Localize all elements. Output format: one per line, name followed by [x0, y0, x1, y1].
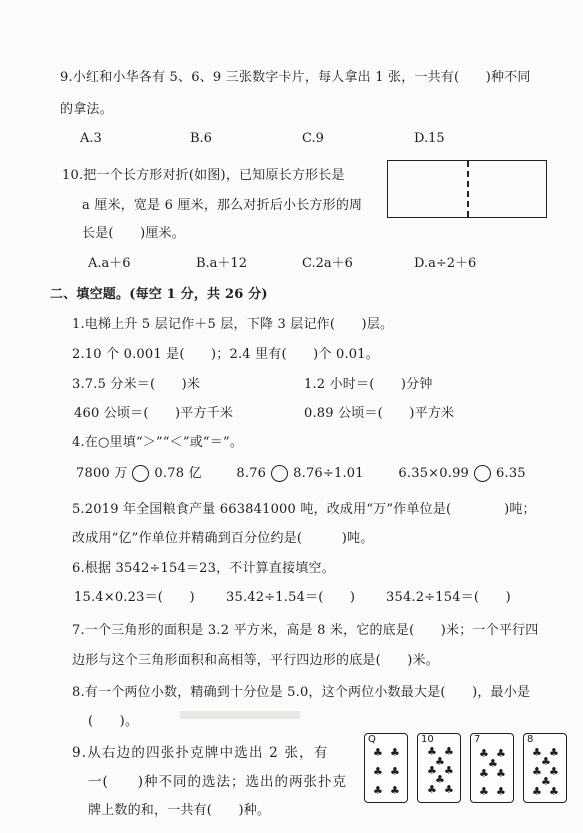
club-icon: ♣ [390, 784, 400, 797]
club-icon: ♣ [488, 757, 498, 770]
card-rank: 8 [527, 734, 534, 745]
fill-3b: 1.2 小时＝( )分钟 [304, 377, 433, 392]
compare-2-left: 8.76 [236, 466, 267, 481]
compare-circle-1[interactable] [132, 465, 149, 482]
card-seven[interactable] [470, 733, 514, 803]
fill-6c: 354.2÷154＝( ) [386, 590, 511, 605]
fill-6: 6.根据 3542÷154＝23，不计算直接填空。 [72, 561, 335, 576]
fill-8-line2: ( )。 [88, 714, 139, 729]
compare-circle-2[interactable] [271, 465, 288, 482]
fill-9-line2: 一( )种不同的选法；选出的两张扑克 [88, 774, 348, 790]
card-eight[interactable] [523, 733, 567, 803]
q10-option-c: C.2a＋6 [302, 256, 353, 271]
card-rank: Q [368, 734, 376, 745]
playing-cards [364, 733, 574, 808]
club-icon: ♣ [496, 785, 506, 798]
card-ten[interactable] [417, 733, 461, 803]
fill-3c: 460 公顷＝( )平方千米 [74, 406, 234, 421]
fill-9-line1: 9.从右边的四张扑克牌中选出 2 张，有 [72, 745, 329, 761]
compare-2-right: 8.76÷1.01 [293, 466, 364, 481]
club-icon: ♣ [435, 773, 445, 786]
club-icon: ♣ [444, 783, 454, 796]
club-icon: ♣ [373, 765, 383, 778]
club-icon: ♣ [549, 746, 559, 759]
compare-row [76, 462, 526, 482]
club-icon: ♣ [479, 767, 489, 780]
compare-3-left: 6.35×0.99 [398, 466, 470, 481]
club-icon: ♣ [541, 775, 551, 788]
q10-line2: a 厘米，宽是 6 厘米，那么对折后小长方形的周 [82, 198, 363, 213]
club-icon: ♣ [496, 767, 506, 780]
club-icon: ♣ [549, 765, 559, 778]
club-icon: ♣ [373, 746, 383, 759]
card-queen[interactable] [364, 733, 408, 803]
card-rank: 10 [421, 734, 434, 745]
fill-3d: 0.89 公顷＝( )平方米 [304, 406, 455, 421]
club-icon: ♣ [444, 745, 454, 758]
card-rank: 7 [474, 734, 481, 745]
section-title: 二、填空题。(每空 1 分，共 26 分) [50, 287, 268, 302]
fill-8-line1: 8.有一个两位小数，精确到十分位是 5.0，这个两位小数最大是( )，最小是 [72, 685, 531, 700]
compare-circle-3[interactable] [474, 465, 491, 482]
q9-option-c: C.9 [302, 131, 324, 146]
club-icon: ♣ [427, 783, 437, 796]
club-icon: ♣ [373, 784, 383, 797]
q10-option-b: B.a＋12 [196, 256, 247, 271]
fill-3a: 3.7.5 分米＝( )米 [72, 377, 201, 392]
club-icon: ♣ [427, 764, 437, 777]
q10-option-d: D.a÷2＋6 [414, 256, 477, 271]
club-icon: ♣ [479, 785, 489, 798]
club-icon: ♣ [549, 785, 559, 798]
q10-option-a: A.a＋6 [88, 256, 131, 271]
q9-option-a: A.3 [80, 131, 102, 146]
fill-7-line1: 7.一个三角形的面积是 3.2 平方米，高是 8 米，它的底是( )米；一个平行四 [72, 623, 539, 638]
fill-2: 2.10 个 0.001 是( )；2.4 里有( )个 0.01。 [72, 347, 379, 362]
fill-5-line2: 改成用“亿”作单位并精确到百分位约是( )吨。 [72, 531, 374, 546]
compare-1-left: 7800 万 [76, 466, 128, 481]
q9-option-d: D.15 [414, 131, 445, 146]
q9-line2: 的拿法。 [60, 102, 113, 117]
club-icon: ♣ [496, 747, 506, 760]
q10-line3: 长是( )厘米。 [82, 226, 185, 241]
q10-line1: 10.把一个长方形对折(如图)，已知原长方形长是 [62, 168, 345, 183]
compare-3-right: 6.35 [496, 466, 526, 481]
fold-line [467, 161, 469, 217]
fill-6a: 15.4×0.23＝( ) [74, 590, 195, 605]
fill-9-line3: 牌上数的和，一共有( )种。 [88, 803, 271, 818]
club-icon: ♣ [541, 755, 551, 768]
fill-4: 4.在○里填“＞”“＜”或“＝”。 [72, 435, 244, 450]
fill-1: 1.电梯上升 5 层记作＋5 层，下降 3 层记作( )层。 [72, 317, 394, 332]
scan-smudge [180, 711, 300, 719]
club-icon: ♣ [532, 785, 542, 798]
q9-option-b: B.6 [190, 131, 212, 146]
club-icon: ♣ [427, 745, 437, 758]
club-icon: ♣ [444, 764, 454, 777]
compare-1-right: 0.78 亿 [154, 466, 202, 481]
fill-6b: 35.42÷1.54＝( ) [226, 590, 356, 605]
club-icon: ♣ [390, 746, 400, 759]
club-icon: ♣ [390, 765, 400, 778]
q9-line1: 9.小红和小华各有 5、6、9 三张数字卡片，每人拿出 1 张，一共有( )种不同 [60, 70, 531, 85]
fill-5-line1: 5.2019 年全国粮食产量 663841000 吨，改成用“万”作单位是( )吨； [72, 502, 536, 517]
folded-rectangle-figure [387, 160, 547, 218]
club-icon: ♣ [532, 746, 542, 759]
club-icon: ♣ [532, 765, 542, 778]
club-icon: ♣ [435, 755, 445, 768]
fill-7-line2: 边形与这个三角形面积和高相等，平行四边形的底是( )米。 [72, 653, 439, 668]
club-icon: ♣ [479, 747, 489, 760]
